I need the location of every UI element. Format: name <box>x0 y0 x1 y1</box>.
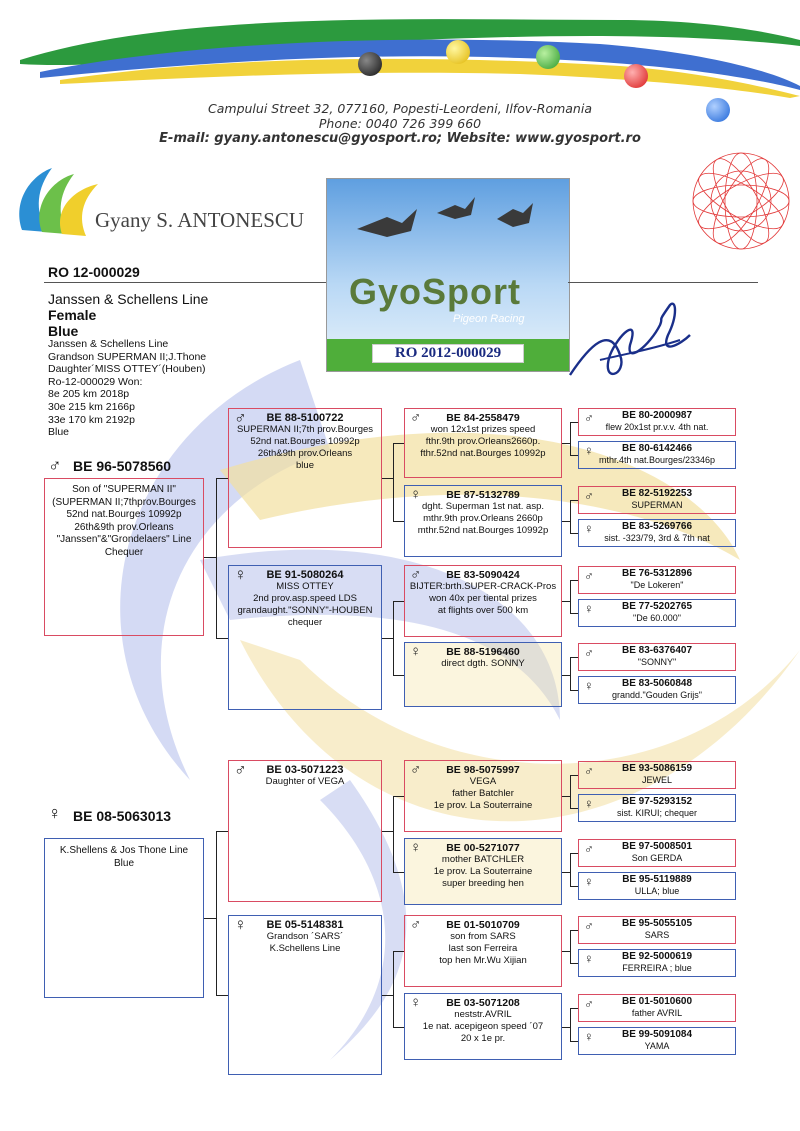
gen4-text: mthr.4th nat.Bourges/23346p <box>598 455 716 465</box>
gen3-box <box>404 408 562 478</box>
sire-ring: BE 96-5078560 <box>73 458 172 474</box>
female-symbol-icon: ♀ <box>584 796 594 811</box>
photo-ring-banner <box>327 339 569 371</box>
female-symbol-icon: ♀ <box>584 678 594 693</box>
dam-text: K.Shellens & Jos Thone Line Blue <box>59 845 189 869</box>
pedigree-connector-line <box>570 853 578 854</box>
gen4-ring: BE 95-5055105 <box>621 918 693 929</box>
gen4-ring: BE 97-5293152 <box>621 796 693 807</box>
pedigree-connector-line <box>562 521 570 522</box>
photo-ring-label: RO 2012-000029 <box>372 344 524 363</box>
gen4-box <box>578 794 736 822</box>
gen3-ring: BE 87-5132789 <box>446 489 520 501</box>
gen2-text: SUPERMAN II;7th prov.Bourges 52nd nat.Bourges 10992p 26th&9th prov.Orleans blue <box>236 424 374 471</box>
pedigree-connector-line <box>570 1041 578 1042</box>
gen2-ring: BE 88-5100722 <box>266 412 344 424</box>
subject-ring: RO 12-000029 <box>48 264 140 280</box>
male-symbol-icon: ♂ <box>584 763 594 778</box>
gen4-box <box>578 916 736 944</box>
photo-tagline: Pigeon Racing <box>453 313 525 325</box>
gen4-text: ULLA; blue <box>634 886 680 896</box>
gen4-box <box>578 441 736 469</box>
gen4-box <box>578 599 736 627</box>
gen3-ring: BE 88-5196460 <box>446 646 520 658</box>
subject-underline <box>44 282 326 283</box>
female-symbol-icon: ♀ <box>410 994 422 1011</box>
gen3-text: son from SARS last son Ferreira top hen Mr.Wu Xijian <box>439 931 527 966</box>
pedigree-connector-line <box>570 580 578 581</box>
male-symbol-icon: ♂ <box>584 645 594 660</box>
gen3-ring: BE 03-5071208 <box>446 997 520 1009</box>
female-symbol-icon: ♀ <box>584 601 594 616</box>
sire-box <box>44 478 204 636</box>
male-symbol-icon: ♂ <box>410 761 422 778</box>
female-symbol-icon: ♀ <box>234 565 247 584</box>
pedigree-connector-line <box>562 872 570 873</box>
pedigree-connector-line <box>393 443 394 521</box>
gen2-ring: BE 05-5148381 <box>266 919 344 931</box>
gen2-box <box>228 408 382 548</box>
header-email-website: E-mail: gyany.antonescu@gyosport.ro; Website: www.gyosport.ro <box>159 131 641 146</box>
pedigree-connector-line <box>393 872 404 873</box>
subject-sex: Female <box>48 307 97 323</box>
gen4-text: grandd."Gouden Grijs" <box>612 690 702 700</box>
male-symbol-icon: ♂ <box>584 410 594 425</box>
pedigree-connector-line <box>570 500 571 533</box>
pedigree-connector-line <box>570 455 578 456</box>
handwritten-signature <box>560 285 700 395</box>
gen3-box <box>404 485 562 557</box>
pedigree-connector-line <box>216 831 217 995</box>
owner-name: Gyany S. ANTONESCU <box>95 208 305 232</box>
gen4-ring: BE 99-5091084 <box>621 1029 693 1040</box>
pedigree-connector-line <box>562 1027 570 1028</box>
gen4-ring: BE 80-2000987 <box>621 410 693 421</box>
gen3-text: BIJTER:brth.SUPER-CRACK-Pros won 40x per tiental prizes at flights over 500 km <box>409 581 557 616</box>
gen4-text: "SONNY" <box>637 657 677 667</box>
male-symbol-icon: ♂ <box>584 996 594 1011</box>
dam-female-icon: ♀ <box>48 803 62 823</box>
pedigree-connector-line <box>382 478 393 479</box>
pedigree-connector-line <box>570 853 571 886</box>
gen4-text: YAMA <box>644 1041 670 1051</box>
pedigree-connector-line <box>570 930 578 931</box>
pedigree-connector-line <box>382 831 393 832</box>
gen4-box <box>578 839 736 867</box>
gen4-text: JEWEL <box>641 775 672 785</box>
pedigree-connector-line <box>570 886 578 887</box>
female-symbol-icon: ♀ <box>410 643 422 660</box>
gen2-ring: BE 91-5080264 <box>266 569 344 581</box>
pedigree-connector-line <box>562 675 570 676</box>
pedigree-connector-line <box>570 963 578 964</box>
gen4-ring: BE 83-5269766 <box>621 521 693 532</box>
subject-line: Janssen & Schellens Line <box>48 291 209 307</box>
owner-logo-icon <box>12 160 102 240</box>
gen4-ring: BE 95-5119889 <box>622 874 692 885</box>
gen4-text: Son GERDA <box>631 853 683 863</box>
gen4-ring: BE 97-5008501 <box>621 841 693 852</box>
pedigree-connector-line <box>204 918 216 919</box>
pedigree-connector-line <box>570 808 578 809</box>
gen3-box <box>404 565 562 637</box>
pedigree-connector-line <box>393 675 404 676</box>
gen4-ring: BE 83-6376407 <box>621 645 693 656</box>
ball-black-icon <box>358 52 382 76</box>
gen4-text: sist. KIRUI; chequer <box>616 808 698 818</box>
pedigree-connector-line <box>570 1008 571 1041</box>
gen4-text: SARS <box>644 930 670 940</box>
header-phone: Phone: 0040 726 399 660 <box>318 116 482 131</box>
gen4-box <box>578 408 736 436</box>
gen3-ring: BE 01-5010709 <box>446 919 520 931</box>
gen3-ring: BE 00-5271077 <box>446 842 520 854</box>
pedigree-connector-line <box>216 478 228 479</box>
pedigree-connector-line <box>570 775 571 808</box>
pedigree-connector-line <box>216 638 228 639</box>
pedigree-connector-line <box>382 638 393 639</box>
gen4-text: father AVRIL <box>631 1008 683 1018</box>
pedigree-connector-line <box>204 557 216 558</box>
pedigree-connector-line <box>216 995 228 996</box>
pedigree-connector-line <box>393 951 404 952</box>
gen3-text: VEGA father Batchler 1e prov. La Souterraine <box>433 776 533 811</box>
pedigree-connector-line <box>562 443 570 444</box>
pedigree-connector-line <box>216 478 217 638</box>
male-symbol-icon: ♂ <box>584 918 594 933</box>
gen2-box <box>228 915 382 1075</box>
sire-male-icon: ♂ <box>48 455 62 475</box>
male-symbol-icon: ♂ <box>410 566 422 583</box>
gen3-text: won 12x1st prizes speed fthr.9th prov.Orleans2660p. fthr.52nd nat.Bourges 10992p <box>420 424 546 459</box>
sire-text: Son of "SUPERMAN II" (SUPERMAN II;7thprov.Bourges 52nd nat.Bourges 10992p 26th&9th prov.Orleans "Janssen"&"Grondelaers" Line Chequer <box>52 484 196 558</box>
pedigree-connector-line <box>393 601 404 602</box>
pedigree-connector-line <box>562 951 570 952</box>
gen4-text: FERREIRA ; blue <box>622 963 692 973</box>
gen3-ring: BE 84-2558479 <box>446 412 520 424</box>
gen4-ring: BE 82-5192253 <box>621 488 693 499</box>
pedigree-connector-line <box>393 521 404 522</box>
female-symbol-icon: ♀ <box>584 874 594 889</box>
pedigree-connector-line <box>393 796 404 797</box>
female-symbol-icon: ♀ <box>410 486 422 503</box>
gen4-ring: BE 80-6142466 <box>621 443 693 454</box>
gen4-box <box>578 872 736 900</box>
gen2-text: Grandson ´SARS´ K.Schellens Line <box>266 931 344 954</box>
male-symbol-icon: ♂ <box>410 916 422 933</box>
pedigree-connector-line <box>393 796 394 872</box>
gen2-text: MISS OTTEY 2nd prov.asp.speed LDS grandaught."SONNY"-HOUBEN chequer <box>237 581 373 628</box>
male-symbol-icon: ♂ <box>234 760 247 779</box>
pedigree-connector-line <box>562 796 570 797</box>
gen4-box <box>578 486 736 514</box>
gen3-box <box>404 915 562 987</box>
pedigree-connector-line <box>570 422 578 423</box>
gen4-ring: BE 83-5060848 <box>621 678 693 689</box>
subject-notes: Janssen & Schellens Line Grandson SUPERMAN II;J.Thone Daughter´MISS OTTEY´(Houben) Ro-12-000029 Won: 8e 205 km 2018p 30e 215 km 2166p 33e 170 km 2192p Blue <box>48 338 207 439</box>
pedigree-connector-line <box>382 995 393 996</box>
male-symbol-icon: ♂ <box>234 408 247 427</box>
gen4-box <box>578 994 736 1022</box>
gen3-text: dght. Superman 1st nat. asp. mthr.9th prov.Orleans 2660p mthr.52nd nat.Bourges 10992p <box>417 501 549 536</box>
gen4-text: SUPERMAN <box>631 500 683 510</box>
ball-green-icon <box>536 45 560 69</box>
pedigree-connector-line <box>570 930 571 963</box>
pedigree-connector-line <box>570 657 571 690</box>
gen3-box <box>404 993 562 1060</box>
pedigree-connector-line <box>393 601 394 675</box>
dam-box <box>44 838 204 998</box>
ball-yellow-icon <box>446 40 470 64</box>
gen3-box <box>404 642 562 707</box>
pigeon-photo <box>326 178 570 372</box>
male-symbol-icon: ♂ <box>584 488 594 503</box>
female-symbol-icon: ♀ <box>584 1029 594 1044</box>
gen2-box <box>228 565 382 710</box>
pedigree-connector-line <box>570 775 578 776</box>
gen3-ring: BE 98-5075997 <box>446 764 520 776</box>
pedigree-connector-line <box>570 580 571 613</box>
subject-color: Blue <box>48 323 79 339</box>
pedigree-connector-line <box>393 443 404 444</box>
subject-underline-right <box>568 282 758 283</box>
pedigree-connector-line <box>570 657 578 658</box>
gen4-text: sist. -323/79, 3rd & 7th nat <box>604 533 710 543</box>
pedigree-connector-line <box>562 601 570 602</box>
gen4-box <box>578 676 736 704</box>
gen4-box <box>578 566 736 594</box>
gen4-ring: BE 92-5000619 <box>621 951 693 962</box>
gen4-box <box>578 643 736 671</box>
spirograph-seal-icon <box>686 146 796 256</box>
female-symbol-icon: ♀ <box>234 915 247 934</box>
gen3-box <box>404 760 562 832</box>
gen3-text: mother BATCHLER 1e prov. La Souterraine super breeding hen <box>433 854 533 889</box>
dam-ring: BE 08-5063013 <box>73 808 172 824</box>
gen4-ring: BE 76-5312896 <box>621 568 693 579</box>
flying-pigeons-icon <box>327 179 569 279</box>
gen4-box <box>578 519 736 547</box>
ball-red-icon <box>624 64 648 88</box>
pedigree-connector-line <box>570 533 578 534</box>
gen2-text: Daughter of VEGA <box>265 776 345 787</box>
gen3-box <box>404 838 562 905</box>
male-symbol-icon: ♂ <box>410 409 422 426</box>
pedigree-connector-line <box>570 500 578 501</box>
gen4-box <box>578 1027 736 1055</box>
pedigree-connector-line <box>216 831 228 832</box>
gen4-text: "De Lokeren" <box>630 580 684 590</box>
male-symbol-icon: ♂ <box>584 841 594 856</box>
female-symbol-icon: ♀ <box>584 521 594 536</box>
gen4-ring: BE 01-5010600 <box>621 996 693 1007</box>
gen3-ring: BE 83-5090424 <box>446 569 520 581</box>
pedigree-connector-line <box>393 951 394 1027</box>
gen2-box <box>228 760 382 902</box>
gen4-box <box>578 761 736 789</box>
pedigree-connector-line <box>570 422 571 455</box>
header-address: Campului Street 32, 077160, Popesti-Leordeni, Ilfov-Romania <box>208 101 592 116</box>
gen3-text: neststr.AVRIL 1e nat. acepigeon speed ´07 20 x 1e pr. <box>422 1009 544 1044</box>
gen4-text: "De 60.000" <box>633 613 681 623</box>
female-symbol-icon: ♀ <box>584 951 594 966</box>
pedigree-connector-line <box>570 613 578 614</box>
female-symbol-icon: ♀ <box>584 443 594 458</box>
pedigree-connector-line <box>570 1008 578 1009</box>
gen4-box <box>578 949 736 977</box>
gen2-ring: BE 03-5071223 <box>266 764 344 776</box>
photo-logo-text: GyoSport <box>349 271 522 312</box>
gen4-ring: BE 77-5202765 <box>621 601 693 612</box>
pedigree-connector-line <box>570 690 578 691</box>
gen4-ring: BE 93-5086159 <box>621 763 693 774</box>
pedigree-connector-line <box>393 1027 404 1028</box>
header-swoosh <box>0 0 800 100</box>
female-symbol-icon: ♀ <box>410 839 422 856</box>
gen4-text: flew 20x1st pr.v.v. 4th nat. <box>605 422 709 432</box>
gen3-text: direct dgth. SONNY <box>441 658 525 669</box>
male-symbol-icon: ♂ <box>584 568 594 583</box>
